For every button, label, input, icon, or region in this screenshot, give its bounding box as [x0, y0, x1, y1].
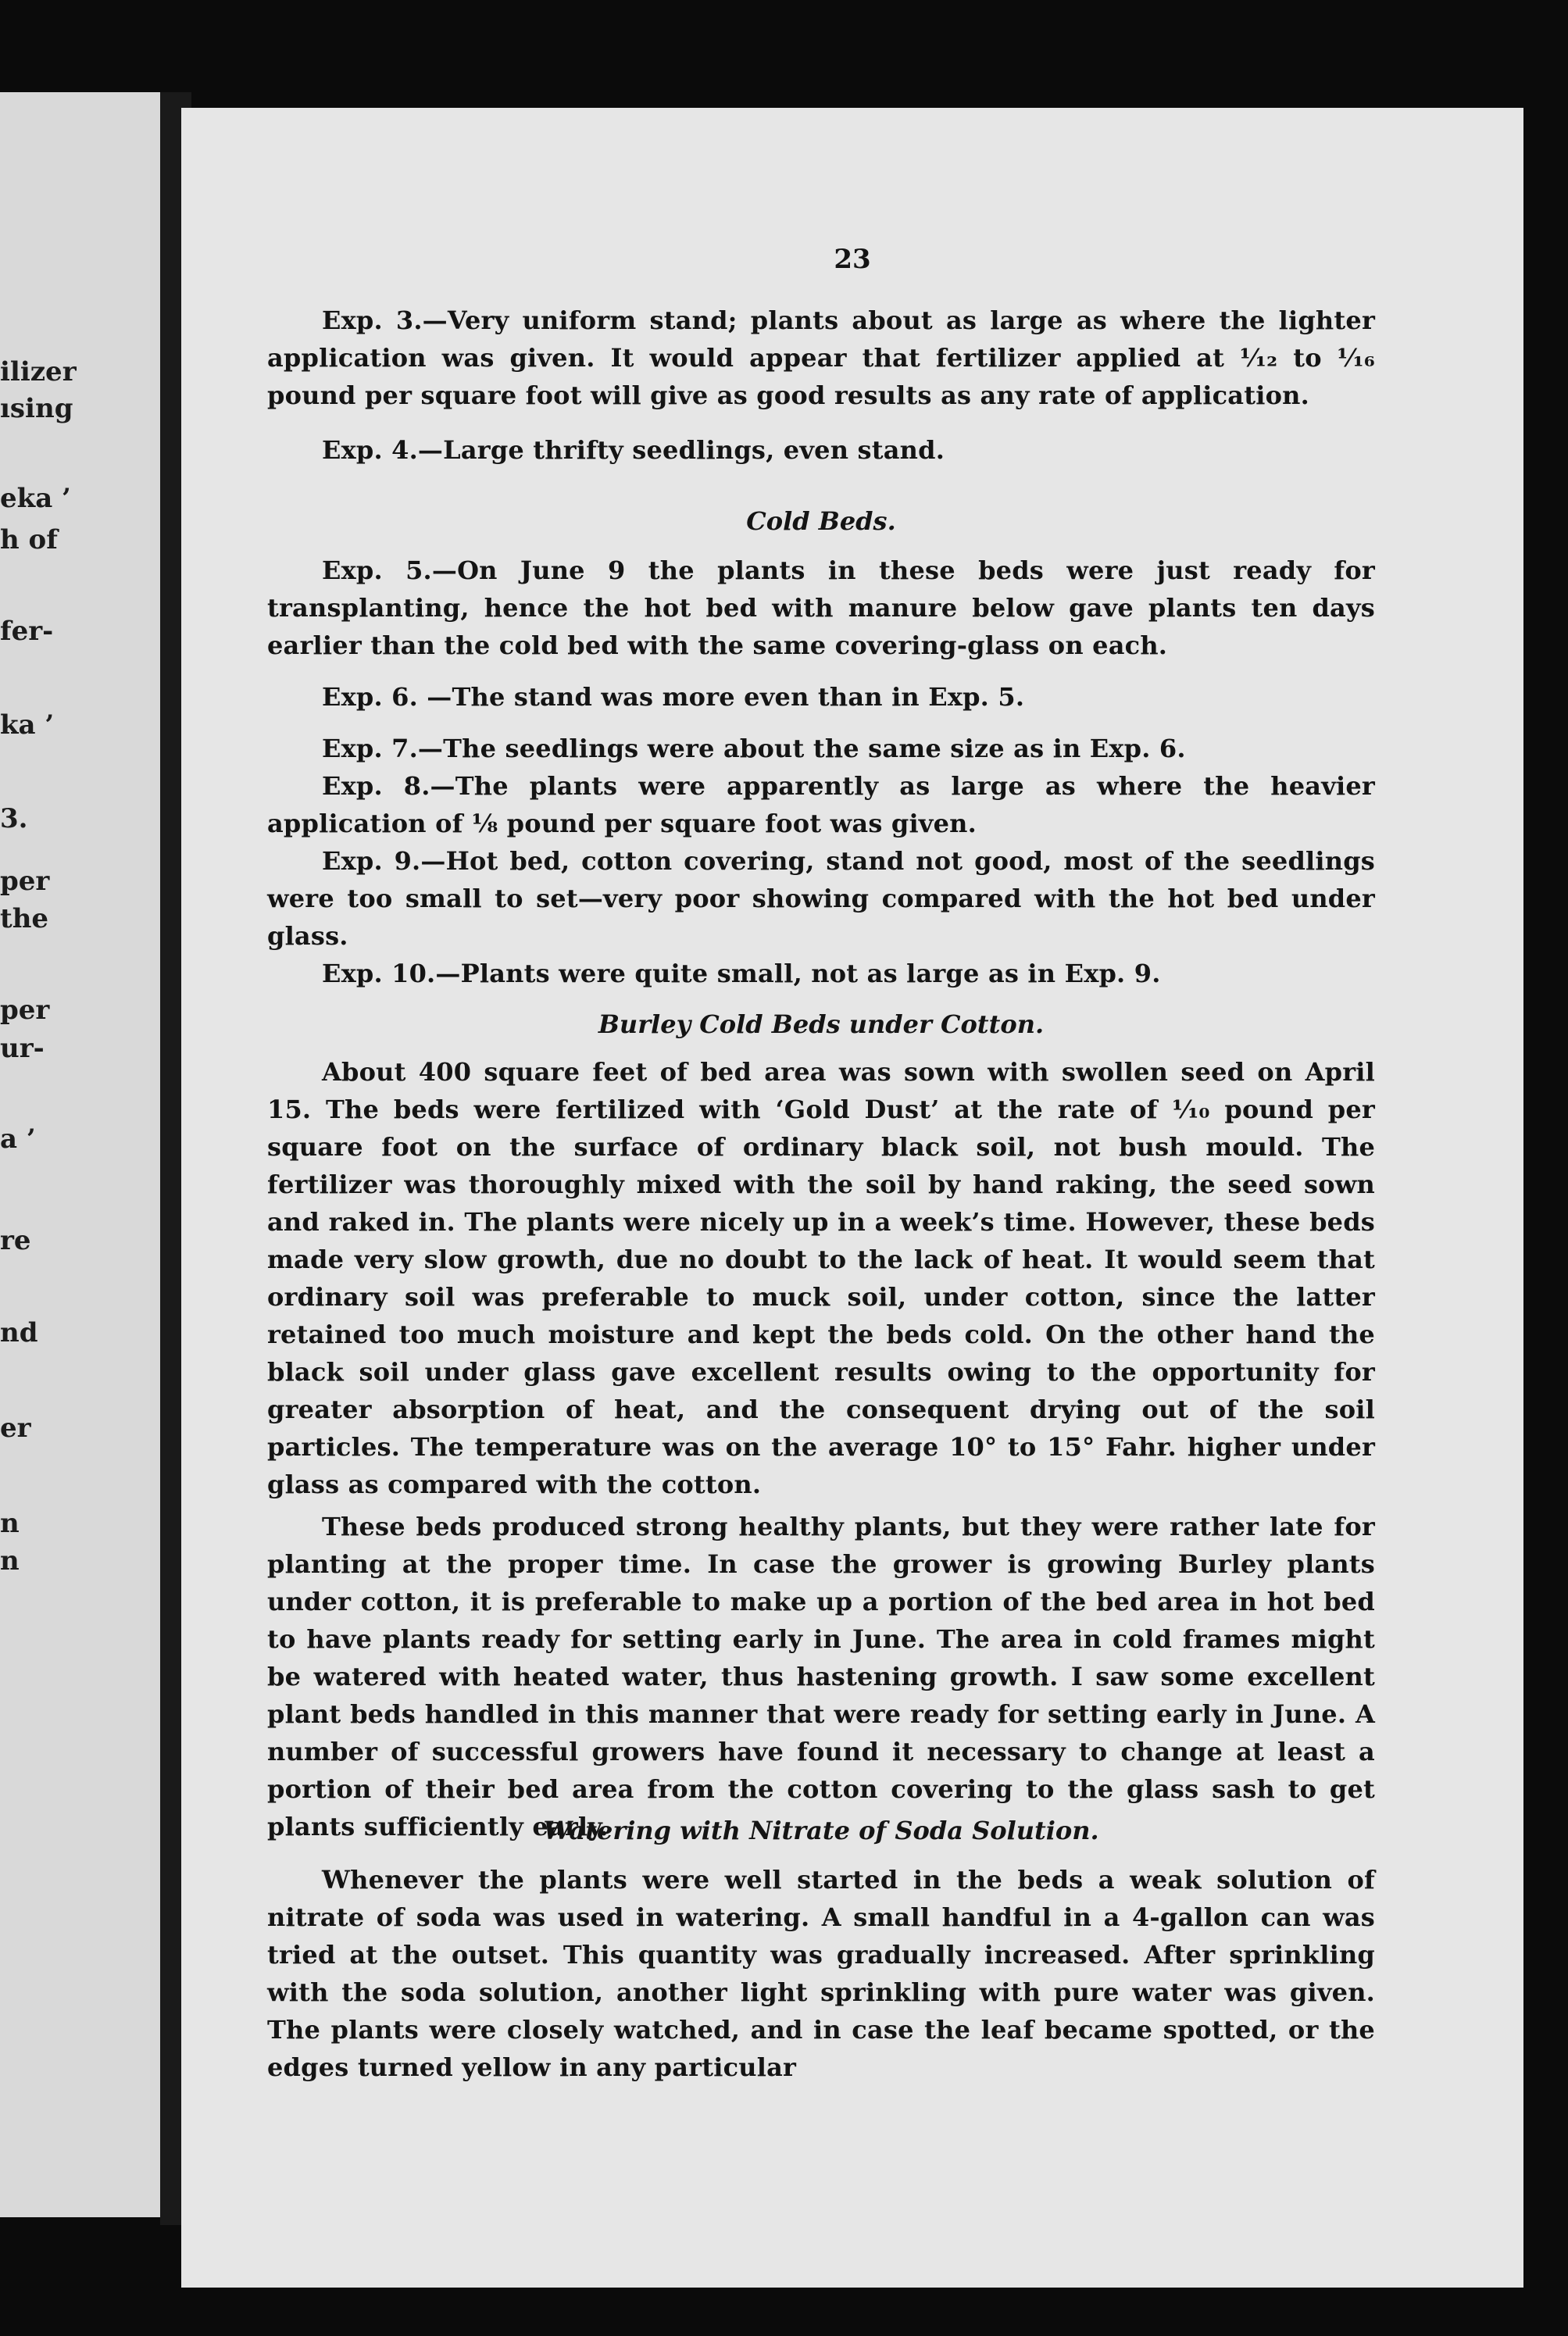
- margin-fragment: nd: [0, 1317, 38, 1348]
- paragraph-exp-5: Exp. 5.—On June 9 the plants in these beds were just ready for transplanting, hence the hot bed with manure below gave plants ten days earlier than the cold bed with the same covering-glass on each.: [267, 555, 1375, 660]
- margin-fragment: per: [0, 866, 50, 897]
- paragraph-exp-6: Exp. 6. —The stand was more even than in Exp. 5.: [322, 682, 1025, 712]
- margin-fragment: a ’: [0, 1123, 36, 1155]
- margin-fragment: fer-: [0, 616, 54, 647]
- margin-fragment: h of: [0, 524, 58, 555]
- cold-beds-section: [267, 552, 1375, 992]
- margin-fragment: re: [0, 1225, 31, 1256]
- page-number: 23: [834, 244, 871, 275]
- paragraph-burley-2: These beds produced strong healthy plants, but they were rather late for planting at the proper time. In case the grower is growing Burley plants under cotton, it is preferable to make up a portion of the bed area in hot bed to have plants ready for setting early in June. The area in cold frames might be watered with heated water, thus hastening growth. I saw some excellent plant beds handled in this manner that were ready for setting early in June. A number of successful growers have found it necessary to change at least a portion of their bed area from the cotton covering to the glass sash to get plants sufficiently early.: [267, 1512, 1375, 1841]
- paragraph-exp-9: Exp. 9.—Hot bed, cotton covering, stand not good, most of the seedlings were too small to set—very poor showing compared with the hot bed under glass.: [267, 846, 1375, 951]
- margin-fragment: n: [0, 1545, 20, 1577]
- paragraph-exp-3: Exp. 3.—Very uniform stand; plants about as large as where the lighter application was given. It would appear that fertilizer applied at ⅟₁₂ to ⅟₁₆ pound per square foot will give as good results as any rate of application.: [267, 305, 1375, 410]
- scan-bottom-edge: [0, 2289, 1568, 2336]
- margin-fragment: 3.: [0, 803, 28, 834]
- margin-fragment: per: [0, 995, 50, 1026]
- margin-fragment: ur-: [0, 1033, 45, 1064]
- paragraph-watering-1: Whenever the plants were well started in the beds a weak solution of nitrate of soda was used in watering. A small handful in a 4-gallon can was tried at the outset. This quantity was gradually increased. After sprinkling with the soda solution, another light sprinkling with pure water was given. The plants were closely watched, and in case the leaf became spotted, or the edges turned yellow in any particular: [267, 1865, 1375, 2082]
- margin-fragment: the: [0, 903, 49, 934]
- heading-cold-beds: Cold Beds.: [746, 506, 896, 536]
- paragraph-exp-8: Exp. 8.—The plants were apparently as large as where the heavier application of ⅛ pound per square foot was given.: [267, 771, 1375, 838]
- burley-section: [267, 1053, 1375, 1845]
- margin-fragment: er: [0, 1413, 31, 1444]
- heading-burley-cold-beds: Burley Cold Beds under Cotton.: [598, 1009, 1045, 1039]
- margin-fragment: eka ’: [0, 483, 71, 514]
- experiment-notes-top: [267, 302, 1375, 469]
- paragraph-exp-10: Exp. 10.—Plants were quite small, not as large as in Exp. 9.: [322, 959, 1161, 988]
- margin-fragment: n: [0, 1508, 20, 1539]
- paragraph-burley-1: About 400 square feet of bed area was sown with swollen seed on April 15. The beds were fertilized with ‘Gold Dust’ at the rate of ⅟₁₀ pound per square foot on the surface of ordinary black soil, not bush mould. The fertilizer was thoroughly mixed with the soil by hand raking, the seed sown and raked in. The plants were nicely up in a week’s time. However, these beds made very slow growth, due no doubt to the lack of heat. It would seem that ordinary soil was preferable to muck soil, under cotton, since the latter retained too much moisture and kept the beds cold. On the other hand the black soil under glass gave excellent results owing to the opportunity for greater absorption of heat, and the consequent drying out of the soil particles. The temperature was on the average 10° to 15° Fahr. higher under glass as compared with the cotton.: [267, 1057, 1375, 1499]
- paragraph-exp-7: Exp. 7.—The seedlings were about the same size as in Exp. 6.: [322, 734, 1186, 763]
- book-page: [181, 108, 1523, 2288]
- margin-fragment: ilizer: [0, 356, 77, 388]
- facing-page-fragment: [0, 92, 160, 2217]
- heading-watering-nitrate: Watering with Nitrate of Soda Solution.: [543, 1816, 1099, 1845]
- margin-fragment: ısing: [0, 393, 73, 424]
- watering-section: [267, 1861, 1375, 2086]
- margin-fragment: ka ’: [0, 709, 55, 741]
- paragraph-exp-4: Exp. 4.—Large thrifty seedlings, even stand.: [322, 435, 945, 465]
